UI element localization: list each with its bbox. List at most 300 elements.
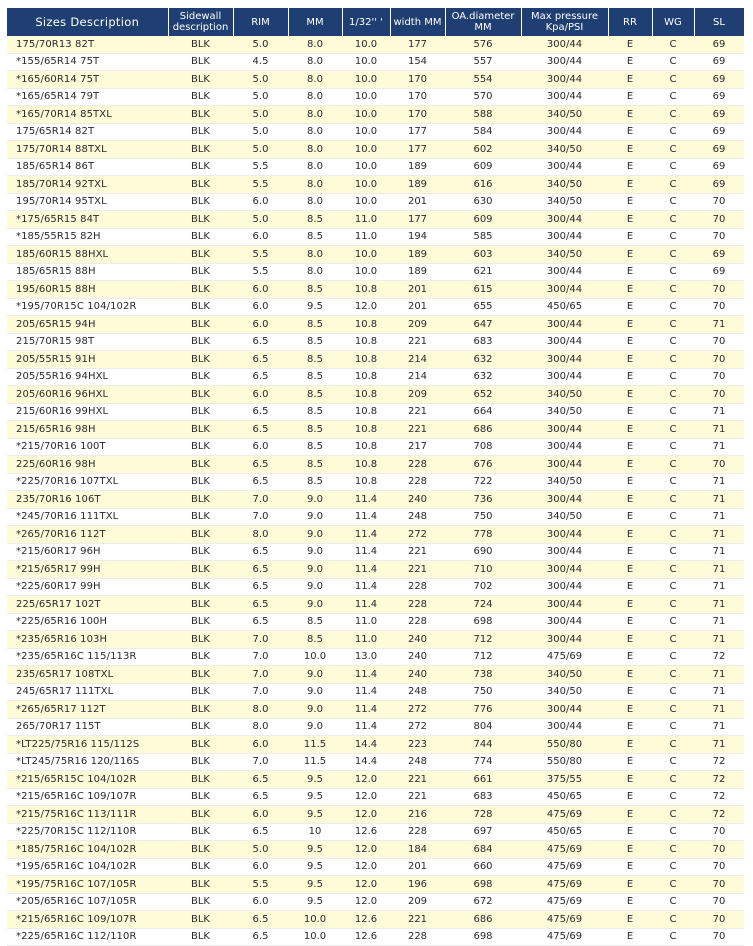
table-cell: BLK [168, 491, 233, 509]
table-cell: 12.0 [342, 893, 390, 911]
table-cell: *215/65R16C 109/107R [7, 911, 168, 929]
table-cell: 9.0 [288, 561, 342, 579]
table-cell: 9.0 [288, 701, 342, 719]
table-row [7, 456, 744, 474]
col-header-tread-mm: MM [288, 8, 342, 36]
table-cell: 8.0 [233, 526, 288, 544]
table-cell: E [608, 753, 652, 771]
table-cell: 177 [390, 36, 445, 53]
table-cell: E [608, 841, 652, 859]
table-cell: 300/44 [521, 491, 608, 509]
table-cell: 664 [445, 403, 521, 421]
table-cell: 300/44 [521, 421, 608, 439]
table-cell: *175/65R15 84T [7, 211, 168, 229]
table-cell: 630 [445, 193, 521, 211]
table-cell: E [608, 421, 652, 439]
table-cell: 71 [694, 561, 744, 579]
col-header-width: width MM [390, 8, 445, 36]
table-cell: 69 [694, 246, 744, 264]
header-row [7, 8, 744, 36]
table-cell: 205/65R15 94H [7, 316, 168, 334]
table-cell: C [652, 298, 694, 316]
table-cell: 698 [445, 613, 521, 631]
table-cell: 214 [390, 368, 445, 386]
table-cell: 6.0 [233, 806, 288, 824]
table-cell: C [652, 106, 694, 124]
table-cell: 684 [445, 841, 521, 859]
table-row [7, 578, 744, 596]
table-cell: 8.5 [288, 228, 342, 246]
table-cell: E [608, 281, 652, 299]
table-cell: 9.0 [288, 718, 342, 736]
table-cell: 70 [694, 858, 744, 876]
table-cell: 209 [390, 386, 445, 404]
table-cell: 8.0 [288, 246, 342, 264]
table-cell: BLK [168, 543, 233, 561]
table-cell: E [608, 456, 652, 474]
table-cell: C [652, 211, 694, 229]
table-cell: BLK [168, 88, 233, 106]
table-cell: E [608, 333, 652, 351]
table-cell: 584 [445, 123, 521, 141]
table-cell: E [608, 88, 652, 106]
table-cell: E [608, 106, 652, 124]
table-cell: 8.0 [233, 718, 288, 736]
table-cell: 201 [390, 281, 445, 299]
table-cell: 201 [390, 298, 445, 316]
table-cell: 9.0 [288, 683, 342, 701]
table-cell: BLK [168, 771, 233, 789]
table-cell: 661 [445, 771, 521, 789]
col-header-diameter: OA.diameter MM [445, 8, 521, 36]
table-cell: BLK [168, 893, 233, 911]
table-cell: 240 [390, 631, 445, 649]
table-cell: 71 [694, 596, 744, 614]
table-cell: C [652, 771, 694, 789]
table-cell: 710 [445, 561, 521, 579]
table-cell: 12.0 [342, 298, 390, 316]
table-cell: BLK [168, 456, 233, 474]
table-cell: 300/44 [521, 561, 608, 579]
table-cell: E [608, 211, 652, 229]
table-cell: 72 [694, 648, 744, 666]
table-cell: 11.0 [342, 613, 390, 631]
table-cell: 10.0 [342, 193, 390, 211]
table-cell: 10.0 [288, 648, 342, 666]
table-cell: C [652, 753, 694, 771]
table-cell: E [608, 316, 652, 334]
table-cell: *215/70R16 100T [7, 438, 168, 456]
table-cell: 8.0 [288, 71, 342, 89]
table-cell: E [608, 701, 652, 719]
table-cell: BLK [168, 351, 233, 369]
table-cell: C [652, 263, 694, 281]
table-cell: 70 [694, 841, 744, 859]
table-cell: 6.5 [233, 561, 288, 579]
table-cell: 6.0 [233, 893, 288, 911]
table-cell: 712 [445, 631, 521, 649]
table-cell: 69 [694, 176, 744, 194]
table-cell: C [652, 718, 694, 736]
table-cell: 603 [445, 246, 521, 264]
table-cell: 8.5 [288, 368, 342, 386]
table-row [7, 473, 744, 491]
table-cell: 8.0 [288, 158, 342, 176]
table-cell: 11.0 [342, 211, 390, 229]
table-cell: 12.0 [342, 876, 390, 894]
col-header-size: Sizes Description [7, 8, 168, 36]
table-cell: 72 [694, 788, 744, 806]
table-cell: 10.0 [342, 176, 390, 194]
table-cell: 11.4 [342, 543, 390, 561]
table-cell: 340/50 [521, 386, 608, 404]
table-cell: C [652, 613, 694, 631]
table-cell: 375/55 [521, 771, 608, 789]
table-cell: *195/65R16C 104/102R [7, 858, 168, 876]
table-cell: 5.0 [233, 841, 288, 859]
table-row [7, 123, 744, 141]
table-cell: C [652, 176, 694, 194]
table-cell: 6.0 [233, 281, 288, 299]
table-cell: 5.5 [233, 176, 288, 194]
table-cell: 8.0 [288, 193, 342, 211]
table-row [7, 246, 744, 264]
table-cell: 185/65R15 88H [7, 263, 168, 281]
table-row [7, 351, 744, 369]
table-row [7, 263, 744, 281]
table-cell: 686 [445, 911, 521, 929]
table-cell: BLK [168, 473, 233, 491]
table-cell: 240 [390, 491, 445, 509]
table-cell: 300/44 [521, 718, 608, 736]
table-cell: 10.0 [288, 911, 342, 929]
table-cell: 69 [694, 53, 744, 71]
table-cell: 235/70R16 106T [7, 491, 168, 509]
table-cell: 70 [694, 333, 744, 351]
table-cell: C [652, 386, 694, 404]
table-cell: E [608, 823, 652, 841]
table-cell: 205/55R16 94HXL [7, 368, 168, 386]
table-cell: 13.0 [342, 648, 390, 666]
table-cell: BLK [168, 53, 233, 71]
table-cell: 225/65R17 102T [7, 596, 168, 614]
table-cell: 9.0 [288, 578, 342, 596]
table-cell: C [652, 876, 694, 894]
table-cell: E [608, 648, 652, 666]
table-cell: E [608, 386, 652, 404]
table-cell: BLK [168, 141, 233, 159]
table-cell: 5.5 [233, 158, 288, 176]
table-cell: 6.0 [233, 228, 288, 246]
table-cell: 69 [694, 106, 744, 124]
table-cell: 228 [390, 928, 445, 946]
table-cell: 736 [445, 491, 521, 509]
table-cell: 340/50 [521, 666, 608, 684]
table-cell: 245/65R17 111TXL [7, 683, 168, 701]
col-header-sidewall: Sidewall description [168, 8, 233, 36]
table-cell: 8.5 [288, 631, 342, 649]
table-row [7, 928, 744, 946]
table-cell: 5.0 [233, 141, 288, 159]
table-cell: BLK [168, 123, 233, 141]
table-row [7, 228, 744, 246]
table-cell: 71 [694, 578, 744, 596]
table-cell: BLK [168, 718, 233, 736]
table-row [7, 158, 744, 176]
table-cell: 175/70R13 82T [7, 36, 168, 53]
table-cell: 11.4 [342, 491, 390, 509]
table-cell: 7.0 [233, 491, 288, 509]
table-cell: 6.5 [233, 596, 288, 614]
table-cell: 10.0 [342, 158, 390, 176]
col-header-tread-32nds: 1/32'' ' [342, 8, 390, 36]
table-cell: 804 [445, 718, 521, 736]
table-cell: E [608, 666, 652, 684]
table-cell: E [608, 561, 652, 579]
table-cell: 221 [390, 543, 445, 561]
table-cell: 6.5 [233, 613, 288, 631]
table-cell: C [652, 193, 694, 211]
table-cell: 475/69 [521, 876, 608, 894]
table-cell: 170 [390, 88, 445, 106]
table-cell: C [652, 473, 694, 491]
table-cell: 475/69 [521, 928, 608, 946]
table-cell: 272 [390, 701, 445, 719]
table-cell: 9.0 [288, 526, 342, 544]
table-row [7, 806, 744, 824]
table-cell: 9.5 [288, 876, 342, 894]
table-row [7, 841, 744, 859]
table-cell: 272 [390, 718, 445, 736]
table-cell: BLK [168, 736, 233, 754]
table-cell: 655 [445, 298, 521, 316]
table-cell: 6.0 [233, 193, 288, 211]
table-cell: 5.0 [233, 88, 288, 106]
table-cell: 70 [694, 193, 744, 211]
table-cell: 340/50 [521, 683, 608, 701]
table-cell: 185/60R15 88HXL [7, 246, 168, 264]
table-cell: *225/65R16 100H [7, 613, 168, 631]
table-cell: BLK [168, 176, 233, 194]
table-cell: 71 [694, 526, 744, 544]
table-cell: 12.0 [342, 806, 390, 824]
table-cell: 6.5 [233, 473, 288, 491]
table-cell: C [652, 578, 694, 596]
table-cell: 8.0 [288, 176, 342, 194]
table-cell: 300/44 [521, 211, 608, 229]
table-cell: E [608, 771, 652, 789]
table-cell: 71 [694, 491, 744, 509]
table-cell: 221 [390, 421, 445, 439]
table-cell: C [652, 228, 694, 246]
table-cell: 10 [288, 823, 342, 841]
table-cell: 221 [390, 333, 445, 351]
table-cell: 8.5 [288, 316, 342, 334]
table-cell: E [608, 596, 652, 614]
table-cell: BLK [168, 823, 233, 841]
table-cell: 5.0 [233, 123, 288, 141]
table-cell: C [652, 648, 694, 666]
table-row [7, 543, 744, 561]
table-cell: 70 [694, 456, 744, 474]
table-cell: 8.0 [233, 701, 288, 719]
table-cell: E [608, 141, 652, 159]
table-cell: E [608, 36, 652, 53]
table-cell: 340/50 [521, 473, 608, 491]
table-cell: C [652, 491, 694, 509]
table-cell: 69 [694, 141, 744, 159]
table-cell: E [608, 683, 652, 701]
table-cell: *185/75R16C 104/102R [7, 841, 168, 859]
table-cell: E [608, 368, 652, 386]
table-cell: C [652, 333, 694, 351]
table-cell: 272 [390, 526, 445, 544]
table-cell: 215/70R15 98T [7, 333, 168, 351]
table-cell: 6.5 [233, 351, 288, 369]
table-cell: 6.5 [233, 578, 288, 596]
table-cell: 6.5 [233, 771, 288, 789]
table-cell: 4.5 [233, 53, 288, 71]
table-cell: 189 [390, 246, 445, 264]
table-cell: E [608, 351, 652, 369]
table-cell: 6.0 [233, 858, 288, 876]
table-cell: C [652, 141, 694, 159]
table-cell: 9.5 [288, 771, 342, 789]
table-cell: 185/70R14 92TXL [7, 176, 168, 194]
table-cell: 5.5 [233, 876, 288, 894]
table-cell: E [608, 176, 652, 194]
table-cell: *165/65R14 79T [7, 88, 168, 106]
table-cell: 70 [694, 281, 744, 299]
table-cell: 10.8 [342, 316, 390, 334]
table-cell: 774 [445, 753, 521, 771]
table-cell: 7.0 [233, 631, 288, 649]
table-row [7, 106, 744, 124]
table-cell: E [608, 893, 652, 911]
table-cell: 8.5 [288, 613, 342, 631]
table-cell: 11.4 [342, 701, 390, 719]
table-cell: 728 [445, 806, 521, 824]
table-cell: 554 [445, 71, 521, 89]
table-row [7, 823, 744, 841]
table-cell: 10.8 [342, 386, 390, 404]
table-cell: BLK [168, 421, 233, 439]
table-cell: 300/44 [521, 701, 608, 719]
table-cell: 6.0 [233, 386, 288, 404]
table-cell: *195/70R15C 104/102R [7, 298, 168, 316]
table-cell: C [652, 368, 694, 386]
table-cell: 340/50 [521, 246, 608, 264]
table-cell: E [608, 53, 652, 71]
table-cell: E [608, 718, 652, 736]
table-cell: 738 [445, 666, 521, 684]
table-cell: 588 [445, 106, 521, 124]
table-cell: *265/65R17 112T [7, 701, 168, 719]
table-cell: 70 [694, 211, 744, 229]
table-cell: 10.0 [342, 141, 390, 159]
table-cell: BLK [168, 228, 233, 246]
table-cell: 340/50 [521, 141, 608, 159]
table-cell: 702 [445, 578, 521, 596]
table-cell: 722 [445, 473, 521, 491]
table-row [7, 631, 744, 649]
table-cell: C [652, 123, 694, 141]
table-cell: 475/69 [521, 911, 608, 929]
table-cell: C [652, 351, 694, 369]
table-cell: 10.0 [342, 88, 390, 106]
table-cell: 228 [390, 823, 445, 841]
table-cell: 708 [445, 438, 521, 456]
table-cell: C [652, 88, 694, 106]
table-cell: *205/65R16C 107/105R [7, 893, 168, 911]
table-cell: 615 [445, 281, 521, 299]
table-cell: 300/44 [521, 263, 608, 281]
table-cell: 221 [390, 788, 445, 806]
table-cell: C [652, 316, 694, 334]
table-cell: 71 [694, 403, 744, 421]
table-cell: E [608, 298, 652, 316]
table-row [7, 648, 744, 666]
table-cell: 215/60R16 99HXL [7, 403, 168, 421]
table-cell: *LT245/75R16 120/116S [7, 753, 168, 771]
table-cell: 217 [390, 438, 445, 456]
col-header-sl: SL [694, 8, 744, 36]
table-cell: 632 [445, 351, 521, 369]
table-cell: 71 [694, 316, 744, 334]
table-cell: 8.0 [288, 88, 342, 106]
table-cell: 10.0 [342, 263, 390, 281]
table-row [7, 561, 744, 579]
table-cell: BLK [168, 613, 233, 631]
table-cell: 11.4 [342, 561, 390, 579]
table-cell: C [652, 788, 694, 806]
table-cell: 70 [694, 911, 744, 929]
table-cell: 7.0 [233, 666, 288, 684]
table-cell: C [652, 596, 694, 614]
tire-spec-table [7, 8, 745, 946]
table-cell: 450/65 [521, 788, 608, 806]
table-cell: 70 [694, 928, 744, 946]
table-cell: 632 [445, 368, 521, 386]
table-cell: 221 [390, 561, 445, 579]
table-cell: 778 [445, 526, 521, 544]
table-cell: 683 [445, 333, 521, 351]
table-row [7, 193, 744, 211]
table-cell: 7.0 [233, 648, 288, 666]
table-cell: 221 [390, 911, 445, 929]
table-cell: C [652, 526, 694, 544]
table-cell: *245/70R16 111TXL [7, 508, 168, 526]
table-cell: 10.0 [342, 123, 390, 141]
table-cell: 340/50 [521, 508, 608, 526]
table-cell: 8.0 [288, 263, 342, 281]
table-cell: E [608, 228, 652, 246]
table-cell: 71 [694, 631, 744, 649]
table-cell: *225/60R17 99H [7, 578, 168, 596]
table-cell: 10.0 [342, 71, 390, 89]
table-cell: 776 [445, 701, 521, 719]
table-cell: 300/44 [521, 438, 608, 456]
table-cell: 300/44 [521, 281, 608, 299]
table-cell: *215/65R15C 104/102R [7, 771, 168, 789]
table-cell: 72 [694, 771, 744, 789]
table-cell: 616 [445, 176, 521, 194]
table-cell: 11.4 [342, 666, 390, 684]
table-cell: 6.5 [233, 403, 288, 421]
table-cell: 221 [390, 771, 445, 789]
table-cell: *235/65R16 103H [7, 631, 168, 649]
table-cell: 340/50 [521, 193, 608, 211]
